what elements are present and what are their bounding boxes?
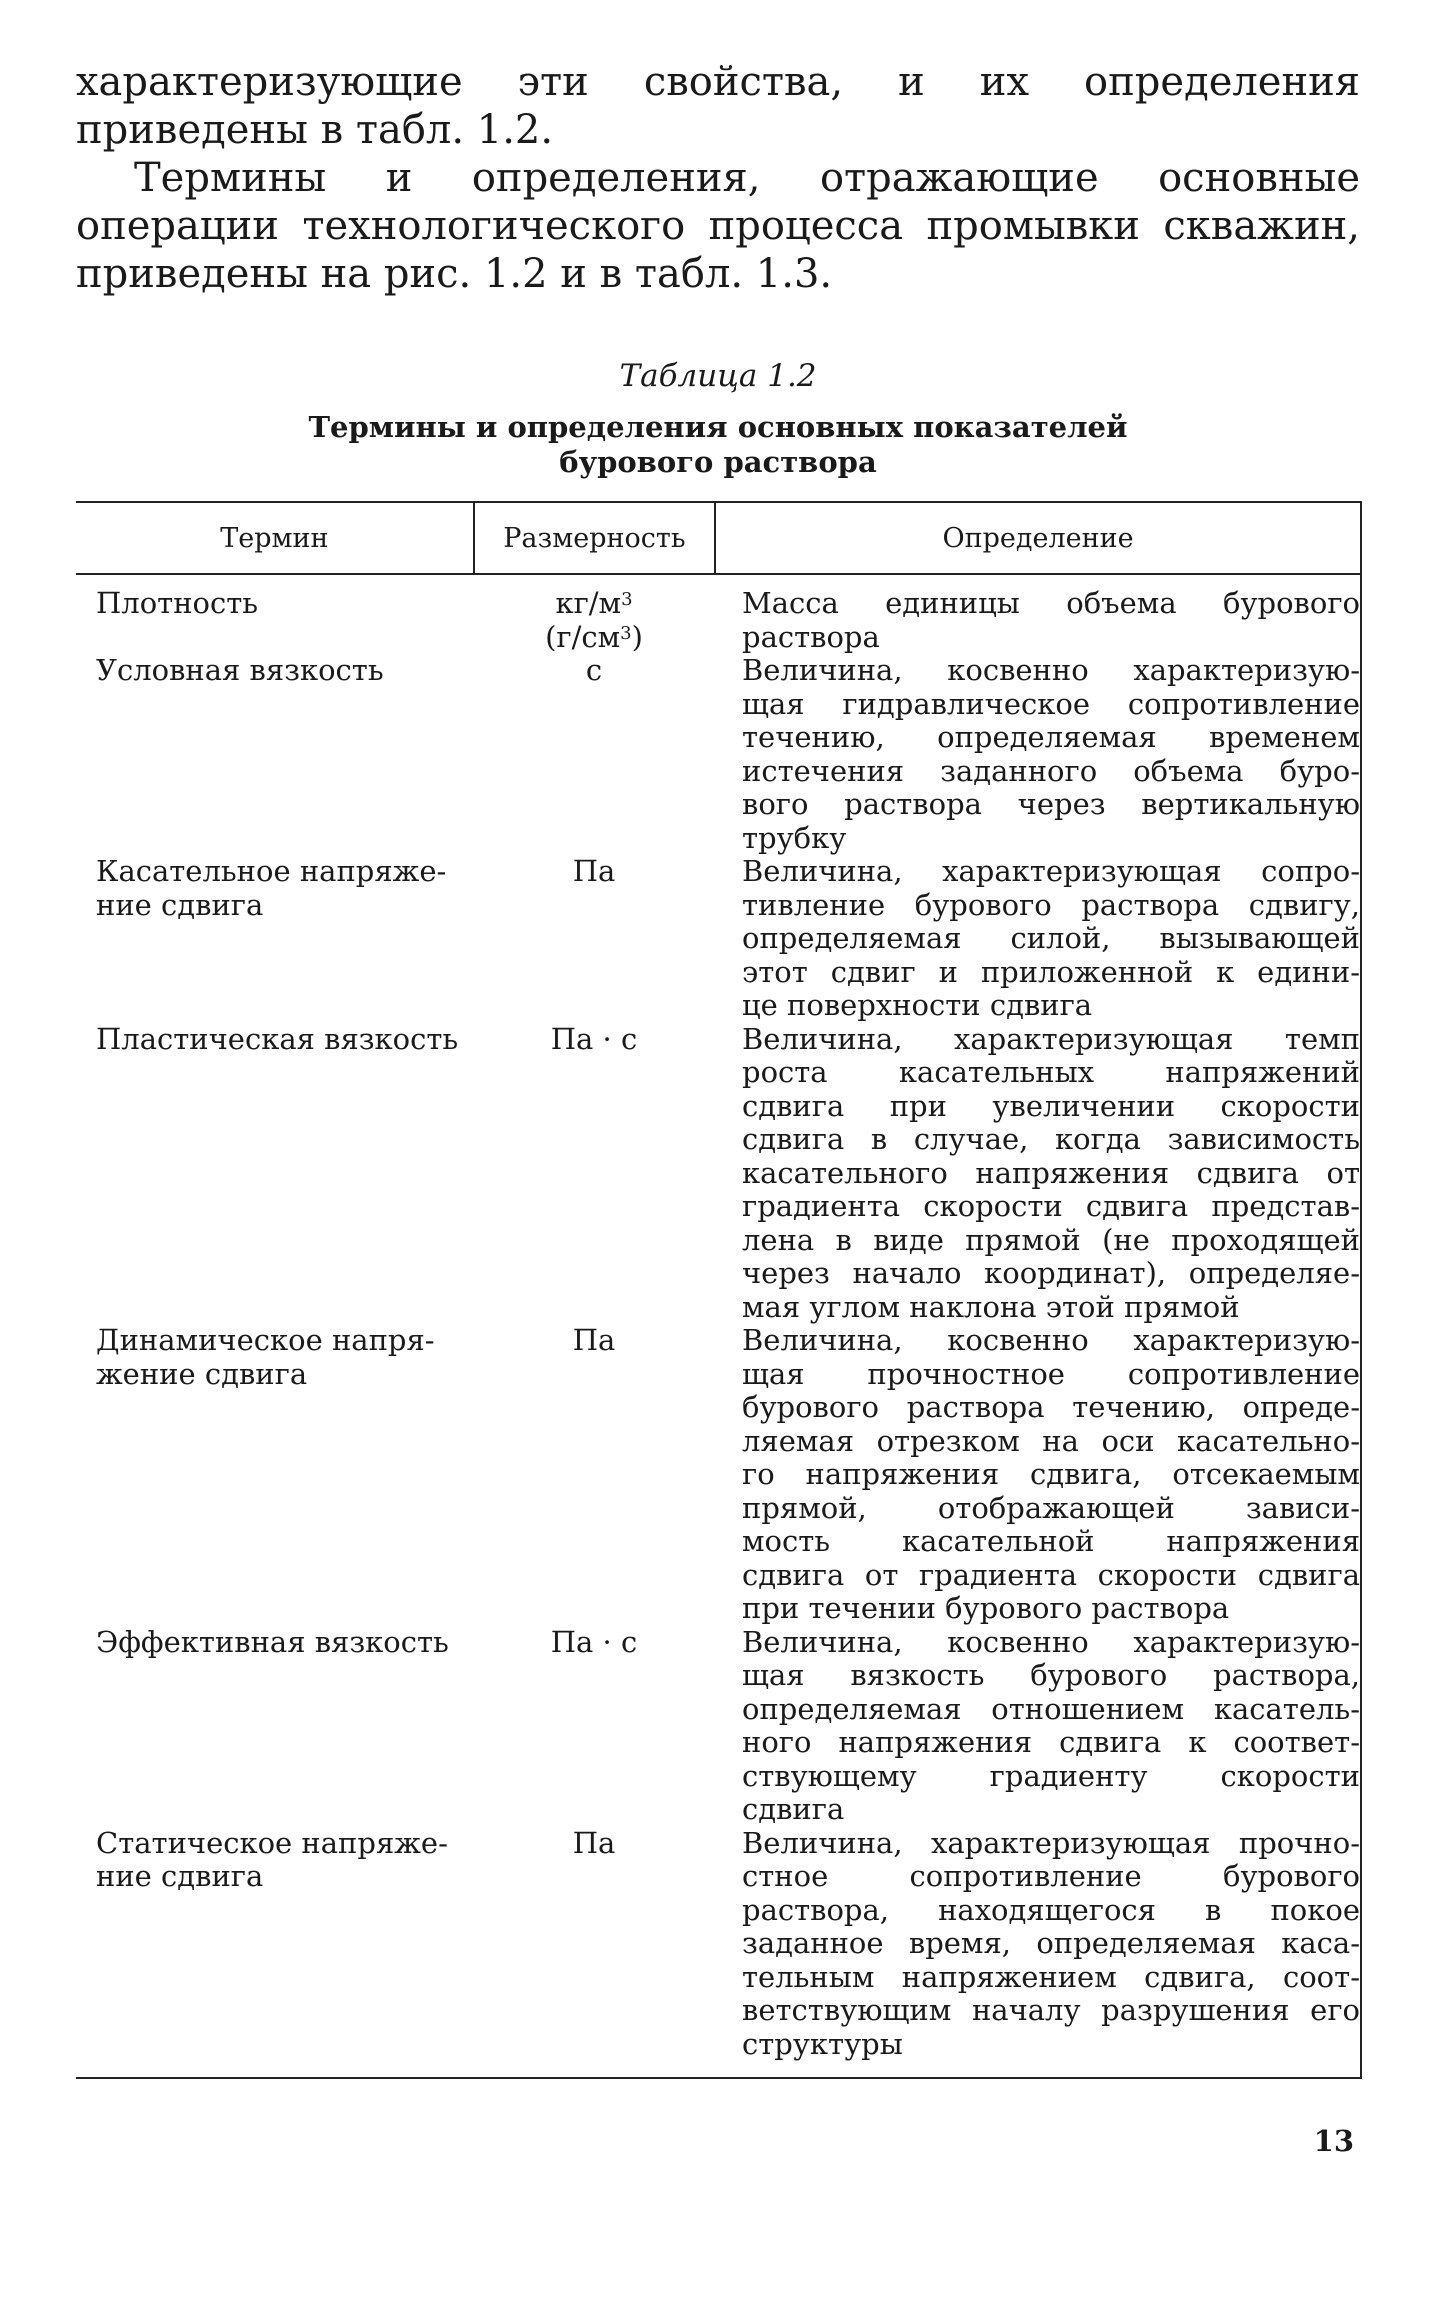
header-definition: Определение — [942, 522, 1134, 554]
definition-cell-line: Величина, косвенно характеризую- — [742, 1624, 1360, 1659]
definition-cell-line: Масса единицы объема бурового — [742, 586, 1360, 620]
definition-cell-line: градиента скорости сдвига представ- — [742, 1189, 1360, 1223]
definition-cell-line: заданное время, определяемая каса- — [742, 1926, 1360, 1960]
definition-cell-line: раствора, находящегося в покое — [742, 1892, 1360, 1927]
term-cell — [76, 654, 474, 855]
intro-paragraph-2: Термины и определения, отражающие основные операции технологического процесса промывки скважин, приведены на рис. 1.2 и в табл. 1.3. — [76, 155, 1360, 297]
definition-cell-line: сдвига — [742, 1792, 845, 1826]
definition-cell-line: сдвига при увеличении скорости — [742, 1088, 1360, 1123]
definition-cell-line: Величина, косвенно характеризую- — [742, 1323, 1360, 1357]
definition-cell-line: ствующему градиенту скорости — [742, 1758, 1360, 1793]
intro-text — [76, 58, 1360, 298]
definition-cell-line: через начало координат), определяе- — [742, 1256, 1360, 1290]
unit-cell — [474, 1827, 714, 2062]
term-cell-line: Эффективная вязкость — [96, 1624, 449, 1659]
unit-cell-line: Па — [572, 854, 616, 888]
header-unit: Размерность — [475, 503, 716, 573]
definition-cell — [714, 1827, 1360, 2062]
unit-cell-line: Па — [572, 1825, 616, 1860]
definition-cell-line: структуры — [742, 2026, 903, 2061]
table-header-row — [76, 503, 1360, 575]
definition-cell-line: определяемая силой, вызывающей — [742, 921, 1360, 955]
definitions-table — [76, 501, 1362, 2079]
unit-cell — [474, 1324, 714, 1626]
definition-cell — [714, 587, 1360, 654]
term-cell-line: Плотность — [96, 586, 259, 620]
definition-cell-line: течению, определяемая временем — [742, 720, 1360, 754]
term-cell — [76, 1626, 474, 1827]
table-row — [76, 1827, 1360, 2062]
definition-cell-line: этот сдвиг и приложенной к едини- — [742, 954, 1360, 989]
definition-cell — [714, 1324, 1360, 1626]
definition-cell-line: трубку — [742, 820, 847, 855]
term-cell — [76, 1324, 474, 1626]
term-cell — [76, 855, 474, 1023]
unit-cell — [474, 1626, 714, 1827]
table-row — [76, 1324, 1360, 1626]
definition-cell-line: при течении бурового раствора — [742, 1591, 1230, 1625]
table-row — [76, 587, 1360, 654]
table-caption: Таблица 1.2 — [619, 358, 817, 394]
table-row — [76, 654, 1360, 855]
unit-cell-line: $кг/м^3$ — [555, 586, 633, 620]
definition-cell-line: мость касательной напряжения — [742, 1524, 1360, 1558]
table-row — [76, 855, 1360, 1023]
page — [76, 58, 1360, 2061]
term-cell-line: Статическое напряже- — [96, 1825, 448, 1860]
unit-cell — [474, 654, 714, 855]
definition-cell-line: тельным напряжением сдвига, соот- — [742, 1959, 1360, 1994]
definition-cell-line: сдвига в случае, когда зависимость — [742, 1122, 1360, 1156]
definition-cell-line: определяемая отношением касатель- — [742, 1691, 1360, 1726]
definition-cell-line: вого раствора через вертикальную — [742, 787, 1360, 821]
unit-cell-line: $(г/см^3)$ — [545, 619, 643, 654]
table-title — [76, 410, 1360, 480]
definition-cell-line: тивление бурового раствора сдвигу, — [742, 887, 1360, 922]
definition-cell-line: це поверхности сдвига — [742, 988, 1093, 1022]
term-cell-line: ние сдвига — [96, 1859, 264, 1893]
unit-cell — [474, 1023, 714, 1325]
definition-cell-line: ного напряжения сдвига к соответ- — [742, 1725, 1360, 1759]
unit-cell-line: Па — [572, 1323, 616, 1357]
term-cell-line: Пластическая вязкость — [96, 1021, 459, 1056]
definition-cell-line: щая прочностное сопротивление — [742, 1356, 1360, 1391]
definition-cell-line: стное сопротивление бурового — [742, 1859, 1360, 1893]
definition-cell-line: Величина, характеризующая сопро- — [742, 854, 1360, 888]
definition-cell-line: щая вязкость бурового раствора, — [742, 1658, 1360, 1692]
definition-cell-line: роста касательных напряжений — [742, 1055, 1360, 1089]
table-title-line: бурового раствора — [559, 445, 877, 479]
unit-cell — [474, 587, 714, 654]
definition-cell-line: ветствующим началу разрушения его — [742, 1993, 1360, 2027]
definition-cell — [714, 1023, 1360, 1325]
table-title-line: Термины и определения основных показателей — [308, 410, 1128, 444]
table-row — [76, 1626, 1360, 1827]
definition-cell-line: Величина, характеризующая темп — [742, 1021, 1360, 1056]
definition-cell-line: касательного напряжения сдвига от — [742, 1155, 1360, 1190]
unit-cell-line: Па · с — [550, 1021, 638, 1056]
definition-cell-line: мая углом наклона этой прямой — [742, 1289, 1240, 1324]
definition-cell-line: Величина, косвенно характеризую- — [742, 653, 1360, 687]
term-cell-line: жение сдвига — [96, 1356, 308, 1391]
header-term: Термин — [76, 503, 475, 573]
definition-cell-line: прямой, отображающей зависи- — [742, 1490, 1360, 1525]
term-cell — [76, 1827, 474, 2062]
definition-cell — [714, 855, 1360, 1023]
term-cell-line: Касательное напряже- — [96, 854, 447, 888]
definition-cell — [714, 1626, 1360, 1827]
table-row — [76, 1023, 1360, 1325]
table-body — [76, 575, 1360, 2077]
definition-cell — [714, 654, 1360, 855]
unit-cell — [474, 855, 714, 1023]
term-cell — [76, 1023, 474, 1325]
definition-cell-line: ляемая отрезком на оси касательно- — [742, 1423, 1360, 1458]
definition-cell-line: бурового раствора течению, опреде- — [742, 1390, 1360, 1424]
unit-cell-line: с — [585, 653, 603, 687]
definition-cell-line: щая гидравлическое сопротивление — [742, 686, 1360, 721]
definition-cell-line: раствора — [742, 619, 880, 654]
definition-cell-line: лена в виде прямой (не проходящей — [742, 1222, 1360, 1257]
term-cell-line: Условная вязкость — [96, 653, 384, 687]
definition-cell-line: истечения заданного объема буро- — [742, 753, 1360, 788]
intro-paragraph-1: характеризующие эти свойства, и их определения приведены в табл. 1.2. — [76, 59, 1360, 153]
term-cell — [76, 587, 474, 654]
definition-cell-line: сдвига от градиента скорости сдвига — [742, 1557, 1360, 1592]
term-cell-line: Динамическое напря- — [96, 1323, 435, 1357]
definition-cell-line: го напряжения сдвига, отсекаемым — [742, 1457, 1360, 1491]
unit-cell-line: Па · с — [550, 1624, 638, 1659]
term-cell-line: ние сдвига — [96, 887, 264, 922]
definition-cell-line: Величина, характеризующая прочно- — [742, 1825, 1360, 1860]
page-number: 13 — [1313, 2124, 1354, 2158]
